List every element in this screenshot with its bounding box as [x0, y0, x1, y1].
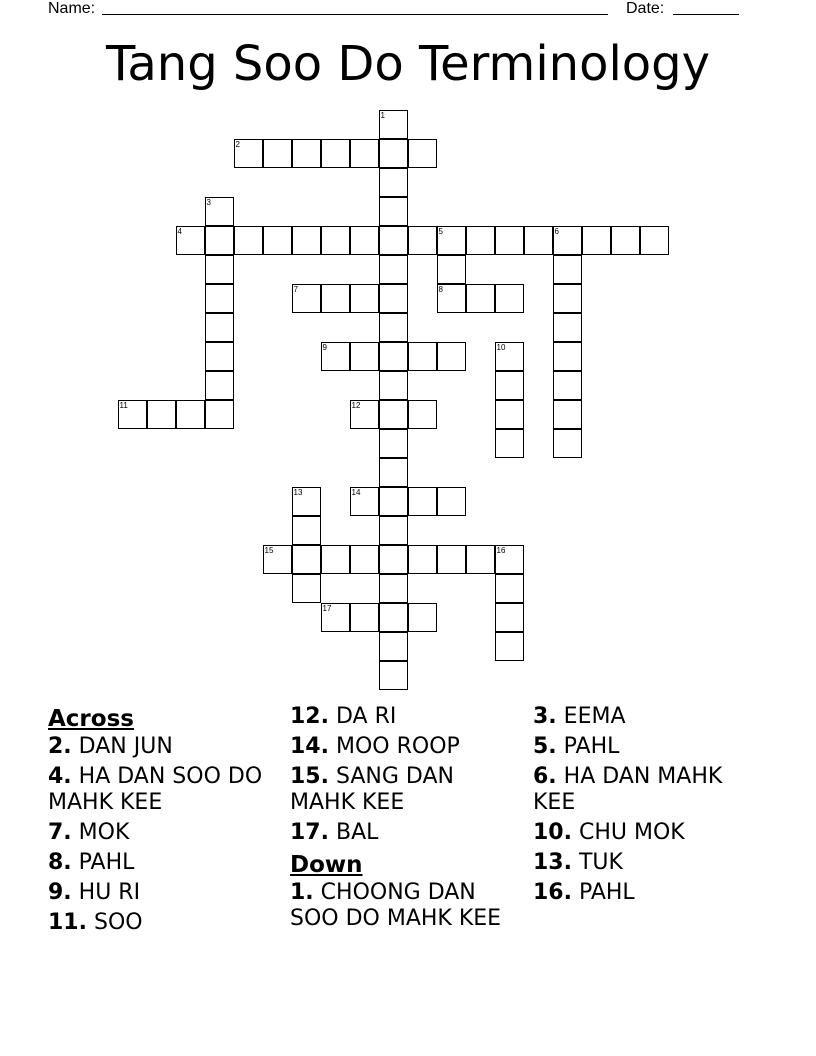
cell-number: 10	[496, 343, 506, 352]
cell-number: 13	[293, 488, 303, 497]
clue-across: 7. MOK	[48, 820, 130, 845]
grid-cell[interactable]	[205, 400, 234, 429]
cell-number: 17	[322, 604, 332, 613]
grid-cell[interactable]	[350, 284, 379, 313]
grid-cell[interactable]	[408, 139, 437, 168]
clue-across: 15. SANG DAN MAHK KEE	[290, 764, 454, 815]
grid-cell[interactable]	[379, 632, 408, 661]
grid-cell[interactable]	[495, 545, 524, 574]
grid-cell[interactable]	[553, 342, 582, 371]
cell-number: 2	[235, 140, 240, 149]
grid-cell[interactable]	[379, 371, 408, 400]
clue-across: 12. DA RI	[290, 704, 397, 729]
grid-cell[interactable]	[553, 284, 582, 313]
clue-down: 13. TUK	[533, 850, 623, 875]
clue-down: 6. HA DAN MAHK KEE	[533, 764, 723, 815]
grid-cell[interactable]	[205, 197, 234, 226]
grid-cell[interactable]	[495, 342, 524, 371]
cell-number: 15	[264, 546, 274, 555]
grid-cell[interactable]	[495, 284, 524, 313]
grid-cell[interactable]	[292, 516, 321, 545]
grid-cell[interactable]	[379, 545, 408, 574]
grid-cell[interactable]	[495, 400, 524, 429]
clue-down: 3. EEMA	[533, 704, 626, 729]
clue-across: 14. MOO ROOP	[290, 734, 460, 759]
grid-cell[interactable]	[321, 226, 350, 255]
grid-cell[interactable]	[350, 342, 379, 371]
grid-cell[interactable]	[437, 545, 466, 574]
cell-number: 5	[438, 227, 443, 236]
grid-cell[interactable]	[437, 226, 466, 255]
clue-down: 10. CHU MOK	[533, 820, 685, 845]
clue-down: 16. PAHL	[533, 880, 635, 905]
grid-cell[interactable]	[205, 371, 234, 400]
grid-cell[interactable]	[379, 313, 408, 342]
grid-cell[interactable]	[408, 226, 437, 255]
grid-cell[interactable]	[553, 226, 582, 255]
grid-cell[interactable]	[234, 226, 263, 255]
date-label: Date:	[626, 0, 665, 17]
grid-cell[interactable]	[379, 429, 408, 458]
grid-cell[interactable]	[408, 487, 437, 516]
grid-cell[interactable]	[408, 603, 437, 632]
grid-cell[interactable]	[350, 226, 379, 255]
grid-cell[interactable]	[263, 139, 292, 168]
grid-cell[interactable]	[292, 487, 321, 516]
grid-cell[interactable]	[379, 255, 408, 284]
grid-cell[interactable]	[321, 545, 350, 574]
grid-cell[interactable]	[437, 342, 466, 371]
grid-cell[interactable]	[350, 400, 379, 429]
grid-cell[interactable]	[205, 313, 234, 342]
cell-number: 9	[322, 343, 327, 352]
cell-number: 7	[293, 285, 298, 294]
grid-cell[interactable]	[321, 139, 350, 168]
grid-cell[interactable]	[408, 545, 437, 574]
cell-number: 12	[351, 401, 361, 410]
grid-cell[interactable]	[553, 255, 582, 284]
grid-cell[interactable]	[147, 400, 176, 429]
grid-cell[interactable]	[176, 226, 205, 255]
down-title: Down	[290, 852, 363, 878]
grid-cell[interactable]	[379, 168, 408, 197]
cell-number: 6	[554, 227, 559, 236]
grid-cell[interactable]	[437, 255, 466, 284]
clue-across: 9. HU RI	[48, 880, 141, 905]
grid-cell[interactable]	[379, 516, 408, 545]
grid-cell[interactable]	[350, 603, 379, 632]
grid-cell[interactable]	[205, 342, 234, 371]
grid-cell[interactable]	[321, 284, 350, 313]
grid-cell[interactable]	[379, 487, 408, 516]
grid-cell[interactable]	[292, 545, 321, 574]
grid-cell[interactable]	[118, 400, 147, 429]
grid-cell[interactable]	[205, 284, 234, 313]
grid-cell[interactable]	[350, 139, 379, 168]
grid-cell[interactable]	[495, 429, 524, 458]
cell-number: 11	[119, 401, 128, 410]
grid-cell[interactable]	[553, 400, 582, 429]
grid-cell[interactable]	[321, 342, 350, 371]
grid-cell[interactable]	[379, 110, 408, 139]
grid-cell[interactable]	[524, 226, 553, 255]
grid-cell[interactable]	[582, 226, 611, 255]
grid-cell[interactable]	[495, 371, 524, 400]
grid-cell[interactable]	[263, 545, 292, 574]
page-title: Tang Soo Do Terminology	[105, 36, 711, 92]
grid-cell[interactable]	[292, 226, 321, 255]
grid-cell[interactable]	[321, 603, 350, 632]
name-label: Name:	[48, 0, 96, 17]
grid-cell[interactable]	[350, 487, 379, 516]
grid-cell[interactable]	[408, 400, 437, 429]
grid-cell[interactable]	[495, 226, 524, 255]
clue-across: 17. BAL	[290, 820, 379, 845]
grid-cell[interactable]	[379, 458, 408, 487]
grid-cell[interactable]	[466, 284, 495, 313]
cell-number: 1	[380, 111, 385, 120]
grid-cell[interactable]	[553, 313, 582, 342]
grid-cell[interactable]	[205, 255, 234, 284]
grid-cell[interactable]	[495, 574, 524, 603]
grid-cell[interactable]	[379, 400, 408, 429]
grid-cell[interactable]	[437, 487, 466, 516]
clue-column-1	[48, 704, 278, 940]
across-title: Across	[48, 706, 134, 732]
grid-cell[interactable]	[263, 226, 292, 255]
grid-cell[interactable]	[292, 284, 321, 313]
grid-cell[interactable]	[205, 226, 234, 255]
grid-cell[interactable]	[495, 603, 524, 632]
grid-cell[interactable]	[379, 342, 408, 371]
cell-number: 3	[206, 198, 211, 207]
grid-cell[interactable]	[234, 139, 263, 168]
grid-cell[interactable]	[553, 429, 582, 458]
grid-cell[interactable]	[379, 139, 408, 168]
clue-down: 1. CHOONG DAN SOO DO MAHK KEE	[290, 880, 502, 931]
grid-cell[interactable]	[379, 197, 408, 226]
cell-number: 16	[496, 546, 506, 555]
grid-cell[interactable]	[292, 139, 321, 168]
cell-number: 4	[177, 227, 182, 236]
grid-cell[interactable]	[466, 545, 495, 574]
cell-number: 14	[351, 488, 361, 497]
grid-cell[interactable]	[350, 545, 379, 574]
grid-cell[interactable]	[611, 226, 640, 255]
clue-column-3	[533, 704, 763, 910]
clue-across: 11. SOO	[48, 910, 143, 935]
grid-cell[interactable]	[292, 574, 321, 603]
grid-cell[interactable]	[379, 284, 408, 313]
clues	[0, 704, 816, 1004]
grid-cell[interactable]	[379, 603, 408, 632]
clue-column-2	[290, 704, 520, 936]
grid-cell[interactable]	[379, 661, 408, 690]
grid-cell[interactable]	[640, 226, 669, 255]
grid-cell[interactable]	[379, 574, 408, 603]
grid-cell[interactable]	[176, 400, 205, 429]
clue-across: 4. HA DAN SOO DO MAHK KEE	[48, 764, 263, 815]
grid-cell[interactable]	[466, 226, 495, 255]
grid-cell[interactable]	[437, 284, 466, 313]
clue-across: 8. PAHL	[48, 850, 135, 875]
clue-down: 5. PAHL	[533, 734, 620, 759]
grid-cell[interactable]	[379, 226, 408, 255]
cell-number: 8	[438, 285, 443, 294]
grid-cell[interactable]	[553, 371, 582, 400]
grid-cell[interactable]	[408, 342, 437, 371]
clue-across: 2. DAN JUN	[48, 734, 173, 759]
grid-cell[interactable]	[495, 632, 524, 661]
